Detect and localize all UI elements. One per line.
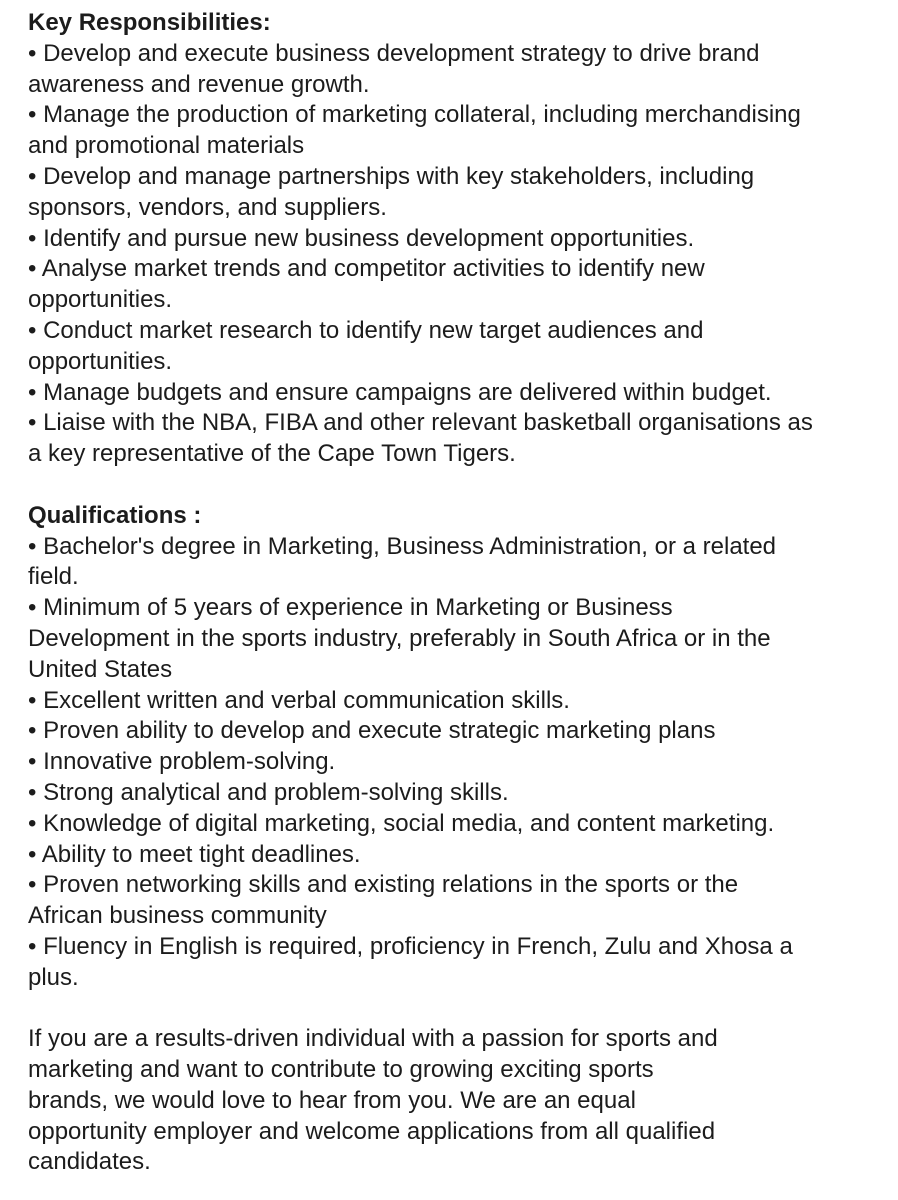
closing-line: candidates. xyxy=(28,1148,151,1176)
responsibility-line: and promotional materials xyxy=(28,132,305,160)
responsibility-line: • Liaise with the NBA, FIBA and other relevant basketball organisations as xyxy=(28,409,813,437)
qualification-line: plus. xyxy=(28,963,79,991)
responsibility-line: • Conduct market research to identify new target audiences and xyxy=(28,316,704,344)
qualification-line: • Innovative problem-solving. xyxy=(28,748,336,776)
qualifications-section xyxy=(28,501,878,994)
responsibility-line: • Identify and pursue new business development opportunities. xyxy=(28,224,695,252)
qualification-line: • Ability to meet tight deadlines. xyxy=(28,840,361,868)
qualification-line: • Excellent written and verbal communication skills. xyxy=(28,686,570,714)
closing-line: opportunity employer and welcome applications from all qualified xyxy=(28,1117,716,1145)
qualification-line: United States xyxy=(28,655,173,683)
responsibility-line: • Manage the production of marketing collateral, including merchandising xyxy=(28,101,801,129)
responsibilities-heading: Key Responsibilities: xyxy=(28,9,271,36)
section-spacer xyxy=(28,470,878,501)
closing-line: brands, we would love to hear from you. We are an equal xyxy=(28,1086,636,1114)
qualification-line: African business community xyxy=(28,902,327,930)
qualification-line: • Strong analytical and problem-solving skills. xyxy=(28,778,509,806)
qualification-line: • Proven ability to develop and execute strategic marketing plans xyxy=(28,717,716,745)
qualification-line: • Bachelor's degree in Marketing, Business Administration, or a related xyxy=(28,532,777,560)
responsibilities-section xyxy=(28,8,878,470)
responsibility-line: • Analyse market trends and competitor activities to identify new xyxy=(28,255,705,283)
closing-line: marketing and want to contribute to growing exciting sports xyxy=(28,1056,654,1084)
qualification-line: • Minimum of 5 years of experience in Marketing or Business xyxy=(28,594,673,622)
section-spacer xyxy=(28,994,878,1025)
responsibility-line: opportunities. xyxy=(28,347,173,375)
closing-paragraph xyxy=(28,1024,878,1178)
responsibility-line: • Manage budgets and ensure campaigns are delivered within budget. xyxy=(28,378,772,406)
qualification-line: • Knowledge of digital marketing, social media, and content marketing. xyxy=(28,809,775,837)
responsibility-line: a key representative of the Cape Town Tigers. xyxy=(28,440,516,468)
responsibility-line: sponsors, vendors, and suppliers. xyxy=(28,193,387,221)
qualification-line: field. xyxy=(28,563,79,591)
qualification-line: • Proven networking skills and existing relations in the sports or the xyxy=(28,871,739,899)
closing-line: If you are a results-driven individual with a passion for sports and xyxy=(28,1025,718,1053)
qualifications-heading: Qualifications : xyxy=(28,501,202,529)
responsibility-line: • Develop and execute business development strategy to drive brand xyxy=(28,39,760,67)
responsibility-line: • Develop and manage partnerships with key stakeholders, including xyxy=(28,162,755,190)
qualification-line: • Fluency in English is required, proficiency in French, Zulu and Xhosa a xyxy=(28,932,793,960)
responsibility-line: opportunities. xyxy=(28,286,173,314)
qualification-line: Development in the sports industry, preferably in South Africa or in the xyxy=(28,624,771,652)
responsibility-line: awareness and revenue growth. xyxy=(28,70,370,98)
